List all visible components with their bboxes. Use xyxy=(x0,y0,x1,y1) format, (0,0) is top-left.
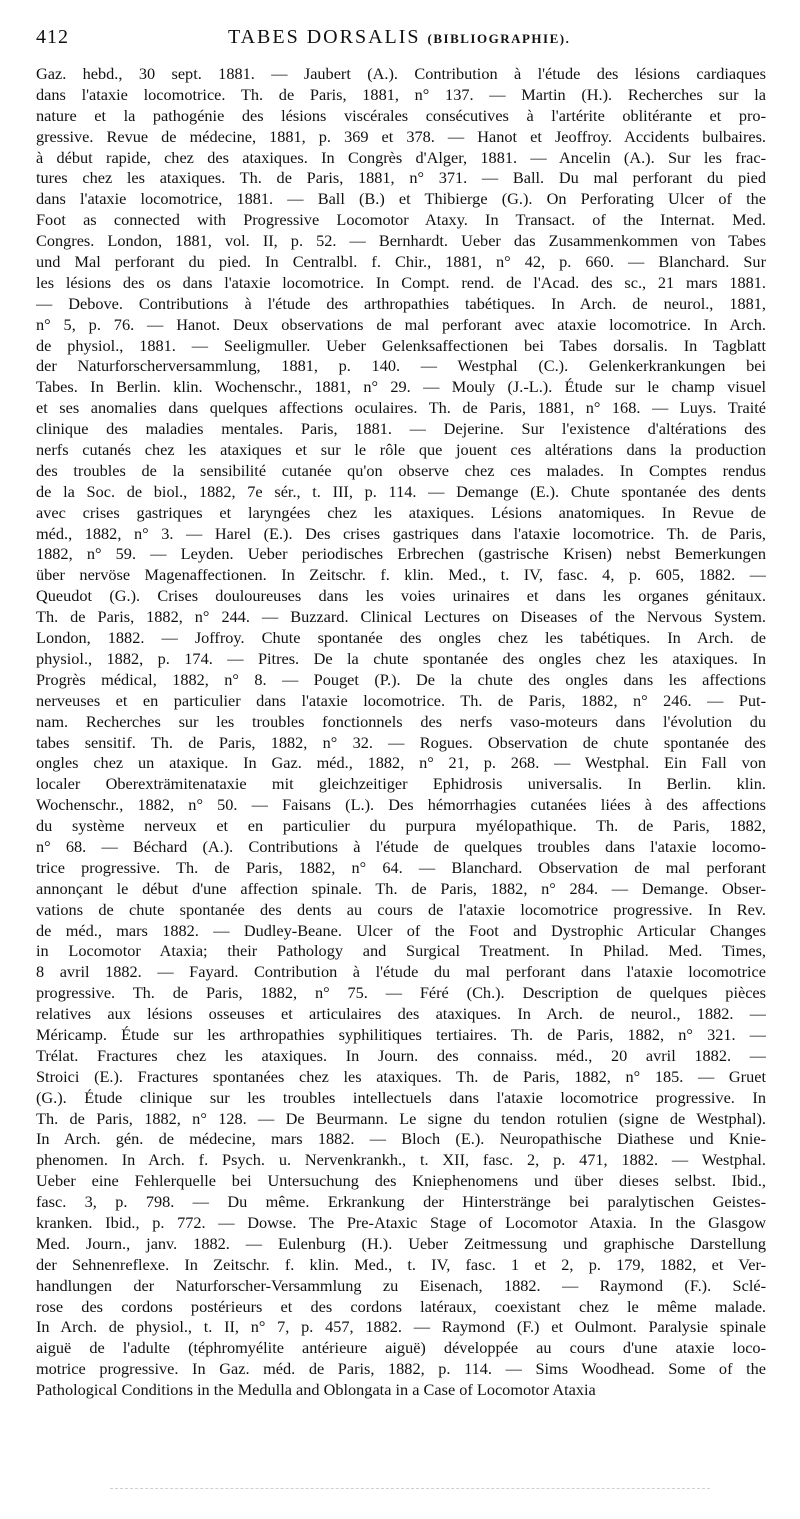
text-line: In Arch. gén. de médecine, mars 1882. — Bloch (E.). Neuropathische Diathese und Knie- xyxy=(36,1129,766,1149)
text-line: Stroici (E.). Fractures spontanées chez les ataxiques. Th. de Paris, 1882, n° 185. — Gruet xyxy=(36,1066,766,1086)
text-line: dans l'ataxie locomotrice, 1881. — Ball (B.) et Thibierge (G.). On Perforating Ulcer of the xyxy=(36,189,766,209)
text-line: 8 avril 1882. — Fayard. Contribution à l'étude du mal perforant dans l'ataxie locomotrice xyxy=(36,962,766,982)
text-line: kranken. Ibid., p. 772. — Dowse. The Pre-Ataxic Stage of Locomotor Ataxia. In the Glasgow xyxy=(36,1212,766,1232)
bibliography-text xyxy=(36,64,766,1401)
running-title-subtitle: (BIBLIOGRAPHIE). xyxy=(427,31,571,46)
text-line: clinique des maladies mentales. Paris, 1881. — Dejerine. Sur l'existence d'altérations des xyxy=(36,419,766,439)
text-line: localer Oberexträmitenataxie mit gleichzeitiger Ephidrosis universalis. In Berlin. klin. xyxy=(36,774,766,794)
text-line: progressive. Th. de Paris, 1882, n° 75. — Féré (Ch.). Description de quelques pièces xyxy=(36,983,766,1003)
text-line: (G.). Étude clinique sur les troubles intellectuels dans l'ataxie locomotrice progressive. In xyxy=(36,1087,766,1107)
text-line: Th. de Paris, 1882, n° 128. — De Beurmann. Le signe du tendon rotulien (signe de Westphal). xyxy=(36,1108,766,1128)
text-line: nature et la pathogénie des lésions viscérales consécutives à l'artérite oblitérante et pro- xyxy=(36,105,766,125)
text-line: handlungen der Naturforscher-Versammlung zu Eisenach, 1882. — Raymond (F.). Sclé- xyxy=(36,1275,766,1295)
text-line: du système nerveux et en particulier du purpura myélopathique. Th. de Paris, 1882, xyxy=(36,816,766,836)
text-line: gressive. Revue de médecine, 1881, p. 369 et 378. — Hanot et Jeoffroy. Accidents bulbaires. xyxy=(36,126,766,146)
text-line: Méricamp. Étude sur les arthropathies syphilitiques tertiaires. Th. de Paris, 1882, n° 321. — xyxy=(36,1024,766,1044)
text-line: Tabes. In Berlin. klin. Wochenschr., 1881, n° 29. — Mouly (J.-L.). Étude sur le champ visuel xyxy=(36,377,766,397)
text-line: n° 68. — Béchard (A.). Contributions à l'étude de quelques troubles dans l'ataxie locomo- xyxy=(36,836,766,856)
text-line: rose des cordons postérieurs et des cordons latéraux, coexistant chez le même malade. xyxy=(36,1296,766,1316)
text-line: Gaz. hebd., 30 sept. 1881. — Jaubert (A.). Contribution à l'étude des lésions cardiaques xyxy=(36,64,766,83)
text-line: der Naturforscherversammlung, 1881, p. 140. — Westphal (C.). Gelenkerkrankungen bei xyxy=(36,356,766,376)
text-line: in Locomotor Ataxia; their Pathology and Surgical Treatment. In Philad. Med. Times, xyxy=(36,941,766,961)
text-line: fasc. 3, p. 798. — Du même. Erkrankung der Hinterstränge bei paralytischen Geistes- xyxy=(36,1192,766,1212)
text-line: phenomen. In Arch. f. Psych. u. Nervenkrankh., t. XII, fasc. 2, p. 471, 1882. — Westphal. xyxy=(36,1150,766,1170)
text-line: Med. Journ., janv. 1882. — Eulenburg (H.). Ueber Zeitmessung und graphische Darstellung xyxy=(36,1233,766,1253)
text-line: Congres. London, 1881, vol. II, p. 52. — Bernhardt. Ueber das Zusammenkommen von Tabes xyxy=(36,231,766,251)
text-line: de la Soc. de biol., 1882, 7e sér., t. III, p. 114. — Demange (E.). Chute spontanée des dents xyxy=(36,481,766,501)
text-line: tabes sensitif. Th. de Paris, 1882, n° 32. — Rogues. Observation de chute spontanée des xyxy=(36,732,766,752)
text-line: à début rapide, chez des ataxiques. In Congrès d'Alger, 1881. — Ancelin (A.). Sur les frac- xyxy=(36,147,766,167)
text-line: annonçant le début d'une affection spinale. Th. de Paris, 1882, n° 284. — Demange. Obser- xyxy=(36,878,766,898)
text-line: Pathological Conditions in the Medulla and Oblongata in a Case of Locomotor Ataxia xyxy=(36,1380,596,1400)
text-line: trice progressive. Th. de Paris, 1882, n° 64. — Blanchard. Observation de mal perforant xyxy=(36,857,766,877)
text-line: 1882, n° 59. — Leyden. Ueber periodisches Erbrechen (gastrische Krisen) nebst Bemerkungen xyxy=(36,544,766,564)
text-line: Progrès médical, 1882, n° 8. — Pouget (P.). De la chute des ongles dans les affections xyxy=(36,669,766,689)
text-line: aiguë de l'adulte (téphromyélite antérieure aiguë) développée au cours d'une ataxie loco- xyxy=(36,1338,766,1358)
text-line: les lésions des os dans l'ataxie locomotrice. In Compt. rend. de l'Acad. des sc., 21 mars 1881. xyxy=(36,272,766,292)
text-line: Queudot (G.). Crises douloureuses dans les voies urinaires et dans les organes génitaux. xyxy=(36,586,766,606)
text-line: motrice progressive. In Gaz. méd. de Paris, 1882, p. 114. — Sims Woodhead. Some of the xyxy=(36,1359,766,1379)
text-line: de méd., mars 1882. — Dudley-Beane. Ulcer of the Foot and Dystrophic Articular Changes xyxy=(36,920,766,940)
text-line: In Arch. de physiol., t. II, n° 7, p. 457, 1882. — Raymond (F.) et Oulmont. Paralysie spinale xyxy=(36,1317,766,1337)
text-line: nam. Recherches sur les troubles fonctionnels des nerfs vaso-moteurs dans l'évolution du xyxy=(36,711,766,731)
text-line: méd., 1882, n° 3. — Harel (E.). Des crises gastriques dans l'ataxie locomotrice. Th. de Paris, xyxy=(36,523,766,543)
text-line: relatives aux lésions osseuses et articulaires des ataxiques. In Arch. de neurol., 1882. — xyxy=(36,1004,766,1024)
text-line: und Mal perforant du pied. In Centralbl. f. Chir., 1881, n° 42, p. 660. — Blanchard. Sur xyxy=(36,252,766,272)
text-line: de physiol., 1881. — Seeligmuller. Ueber Gelenksaffectionen bei Tabes dorsalis. In Tagblatt xyxy=(36,335,766,355)
page-number: 412 xyxy=(36,26,69,48)
text-line: Ueber eine Fehlerquelle bei Untersuchung des Kniephenomens und über dieses selbst. Ibid., xyxy=(36,1171,766,1191)
bottom-rule xyxy=(110,1488,710,1489)
text-line: Wochenschr., 1882, n° 50. — Faisans (L.). Des hémorrhagies cutanées liées à des affections xyxy=(36,795,766,815)
text-line: dans l'ataxie locomotrice. Th. de Paris, 1881, n° 137. — Martin (H.). Recherches sur la xyxy=(36,84,766,104)
text-line: Foot as connected with Progressive Locomotor Ataxy. In Transact. of the Internat. Med. xyxy=(36,210,766,230)
text-line: über nervöse Magenaffectionen. In Zeitschr. f. klin. Med., t. IV, fasc. 4, p. 605, 1882. — xyxy=(36,565,766,585)
running-title-main: TABES DORSALIS xyxy=(228,26,421,48)
text-line: avec crises gastriques et laryngées chez les ataxiques. Lésions anatomiques. In Revue de xyxy=(36,502,766,522)
text-line: ongles chez un ataxique. In Gaz. méd., 1882, n° 21, p. 268. — Westphal. Ein Fall von xyxy=(36,753,766,773)
text-line: Trélat. Fractures chez les ataxiques. In Journ. des connaiss. méd., 20 avril 1882. — xyxy=(36,1045,766,1065)
text-line: — Debove. Contributions à l'étude des arthropathies tabétiques. In Arch. de neurol., 1881, xyxy=(36,293,766,313)
text-line: et ses anomalies dans quelques affections oculaires. Th. de Paris, 1881, n° 168. — Luys. Traité xyxy=(36,398,766,418)
text-line: nerfs cutanés chez les ataxiques et sur le rôle que jouent ces altérations dans la production xyxy=(36,440,766,460)
text-line: vations de chute spontanée des dents au cours de l'ataxie locomotrice progressive. In Rev. xyxy=(36,899,766,919)
page-header xyxy=(36,26,766,56)
text-line: der Sehnenreflexe. In Zeitschr. f. klin. Med., t. IV, fasc. 1 et 2, p. 179, 1882, et Ver- xyxy=(36,1254,766,1274)
running-title xyxy=(228,26,570,49)
text-line: physiol., 1882, p. 174. — Pitres. De la chute spontanée des ongles chez les ataxiques. In xyxy=(36,648,766,668)
text-line: n° 5, p. 76. — Hanot. Deux observations de mal perforant avec ataxie locomotrice. In Arch. xyxy=(36,314,766,334)
text-line: Th. de Paris, 1882, n° 244. — Buzzard. Clinical Lectures on Diseases of the Nervous System. xyxy=(36,607,766,627)
text-line: des troubles de la sensibilité cutanée qu'on observe chez ces malades. In Comptes rendus xyxy=(36,460,766,480)
text-line: nerveuses et en particulier dans l'ataxie locomotrice. Th. de Paris, 1882, n° 246. — Put- xyxy=(36,690,766,710)
text-line: tures chez les ataxiques. Th. de Paris, 1881, n° 371. — Ball. Du mal perforant du pied xyxy=(36,168,766,188)
text-line: London, 1882. — Joffroy. Chute spontanée des ongles chez les tabétiques. In Arch. de xyxy=(36,628,766,648)
